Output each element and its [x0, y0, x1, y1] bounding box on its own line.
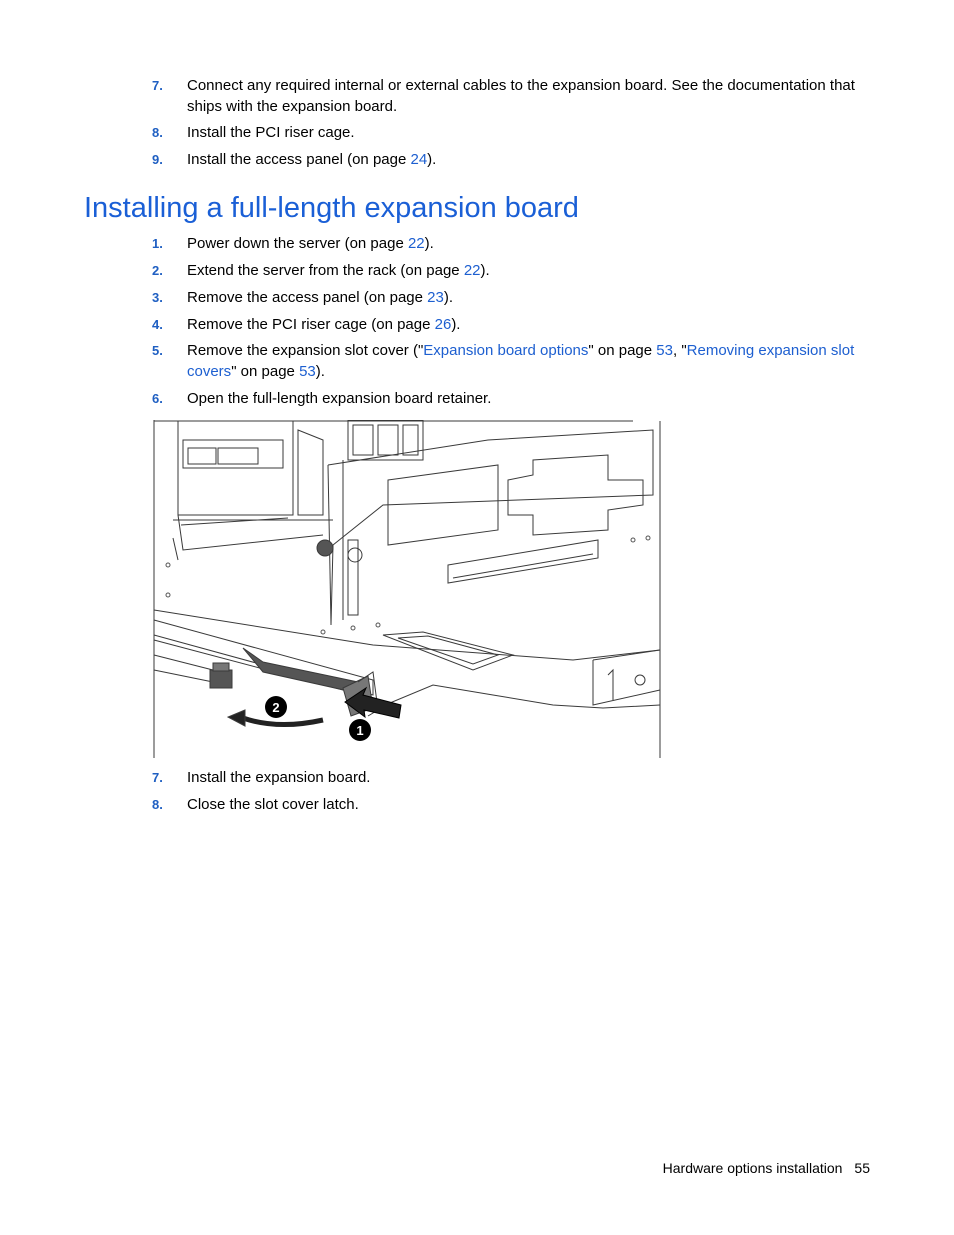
xref-link-expansion-board-options[interactable]: Expansion board options [423, 342, 589, 359]
step-text: Extend the server from the rack (on page 22). [187, 262, 490, 279]
step-number: 7. [152, 770, 163, 785]
step-number: 6. [152, 391, 163, 406]
step-text: Power down the server (on page 22). [187, 235, 434, 252]
step-number: 5. [152, 343, 163, 358]
page-link[interactable]: 53 [656, 342, 673, 359]
callout-badge-2 [265, 696, 287, 718]
step-text: Install the expansion board. [187, 769, 371, 786]
step-text: Close the slot cover latch. [187, 796, 359, 813]
page-footer [663, 1158, 870, 1178]
xref-link-removing-slot-covers[interactable]: Removing expansion slot covers [187, 342, 855, 380]
page-link[interactable]: 23 [427, 289, 444, 306]
step-number: 4. [152, 317, 163, 332]
page-link[interactable]: 24 [410, 151, 428, 168]
step-number: 9. [152, 152, 163, 167]
page-link[interactable]: 22 [407, 235, 425, 252]
step-number: 8. [152, 125, 163, 140]
step-number: 3. [152, 290, 163, 305]
step-text: Remove the PCI riser cage (on page 26). [187, 316, 461, 333]
step-number: 1. [152, 236, 163, 251]
svg-text:2: 2 [272, 700, 280, 715]
step-text: Remove the access panel (on page 23). [187, 289, 454, 306]
callout-badge-1 [349, 719, 371, 741]
step-number: 2. [152, 263, 163, 278]
step-text: Install the access panel (on page 24). [187, 151, 437, 168]
svg-text:1: 1 [356, 723, 364, 738]
page-link[interactable]: 26 [434, 316, 452, 333]
page-link[interactable]: 22 [463, 262, 481, 279]
footer-section-title: Hardware options installation [662, 1160, 843, 1176]
step-number: 7. [152, 78, 163, 93]
page-number: 55 [854, 1160, 870, 1176]
step-text: Remove the expansion slot cover ("Expansion board options" on page 53, "Removing expansion slot covers" on page 53). [187, 342, 855, 380]
step-text: Install the PCI riser cage. [187, 124, 355, 141]
step-number: 8. [152, 797, 163, 812]
step-text: Open the full-length expansion board retainer. [187, 390, 492, 407]
step-text: Connect any required internal or external cables to the expansion board. See the documentation that ships with the expansion board. [187, 77, 855, 115]
expansion-board-retainer-illustration [153, 420, 662, 760]
section-heading: Installing a full-length expansion board [84, 192, 579, 224]
page-link[interactable]: 53 [299, 363, 316, 380]
